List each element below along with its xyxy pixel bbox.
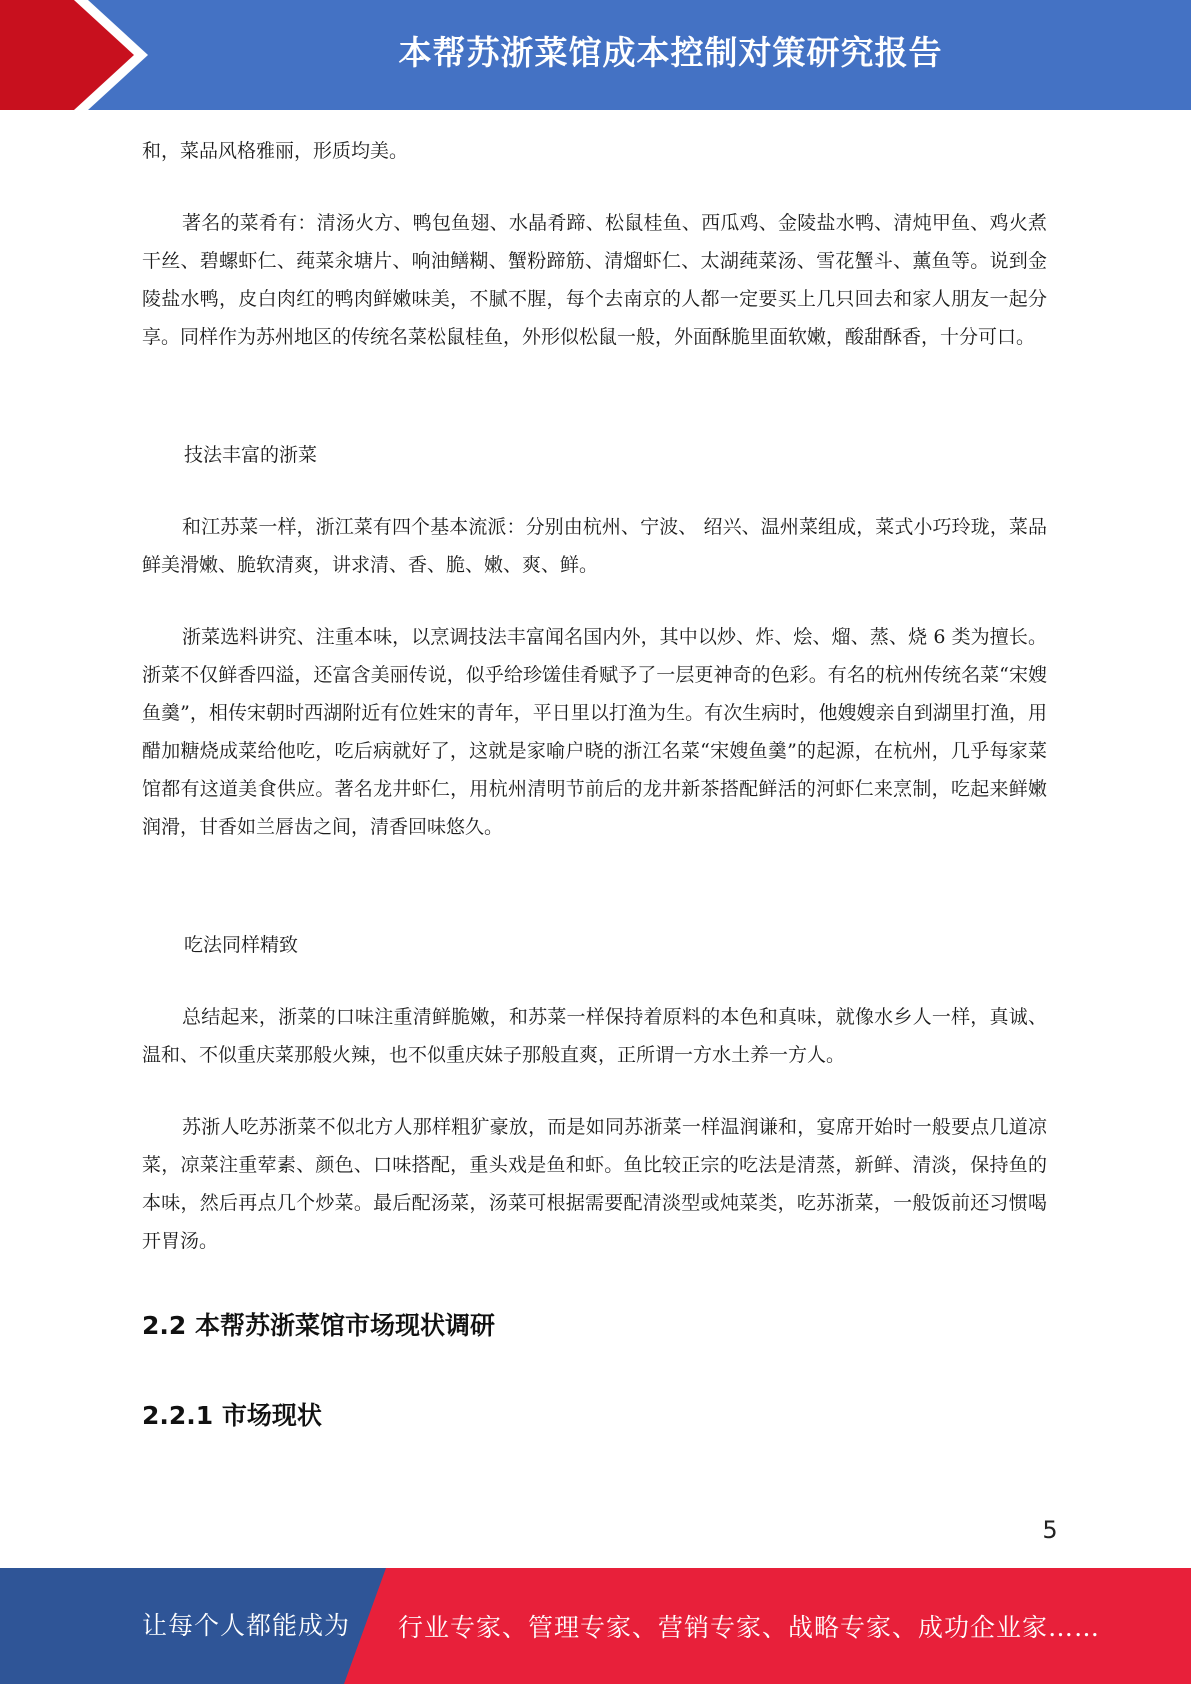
footer-slogan-left: 让每个人都能成为: [142, 1611, 351, 1640]
document-body: [142, 132, 1047, 1436]
paragraph: 浙菜选料讲究、注重本味，以烹调技法丰富闻名国内外，其中以炒、炸、烩、熘、蒸、烧 6 类为擅长。浙菜不仅鲜香四溢，还富含美丽传说，似乎给珍馐佳肴赋予了一层更神奇的色彩。有名的杭州传统名菜“宋嫂鱼羹”，相传宋朝时西湖附近有位姓宋的青年，平日里以打渔为生。有次生病时，他嫂嫂亲自到湖里打渔，用醋加糖烧成菜给他吃，吃后病就好了，这就是家喻户晓的浙江名菜“宋嫂鱼羹”的起源，在杭州，几乎每家菜馆都有这道美食供应。著名龙井虾仁，用杭州清明节前后的龙井新茶搭配鲜活的河虾仁来烹制，吃起来鲜嫩润滑，甘香如兰唇齿之间，清香回味悠久。: [142, 626, 1047, 838]
paragraph: 苏浙人吃苏浙菜不似北方人那样粗犷豪放，而是如同苏浙菜一样温润谦和，宴席开始时一般要点几道凉菜，凉菜注重荤素、颜色、口味搭配，重头戏是鱼和虾。鱼比较正宗的吃法是清蒸，新鲜、清淡，保持鱼的本味，然后再点几个炒菜。最后配汤菜，汤菜可根据需要配清淡型或炖菜类，吃苏浙菜，一般饭前还习惯喝开胃汤。: [142, 1116, 1047, 1252]
header-arrow-decoration: [0, 0, 150, 110]
page-footer: [0, 1568, 1191, 1684]
footer-slogan-right: 行业专家、管理专家、营销专家、战略专家、成功企业家……: [398, 1613, 1101, 1642]
paragraph: 著名的菜肴有：清汤火方、鸭包鱼翅、水晶肴蹄、松鼠桂鱼、西瓜鸡、金陵盐水鸭、清炖甲鱼、鸡火煮干丝、碧螺虾仁、莼菜汆塘片、响油鳝糊、蟹粉蹄筋、清熘虾仁、太湖莼菜汤、雪花蟹斗、薰鱼等。说到金陵盐水鸭，皮白肉红的鸭肉鲜嫩味美，不腻不腥，每个去南京的人都一定要买上几只回去和家人朋友一起分享。同样作为苏州地区的传统名菜松鼠桂鱼，外形似松鼠一般，外面酥脆里面软嫩，酸甜酥香，十分可口。: [142, 212, 1047, 348]
paragraph: 和，菜品风格雅丽，形质均美。: [142, 140, 409, 162]
paragraph: 总结起来，浙菜的口味注重清鲜脆嫩，和苏菜一样保持着原料的本色和真味，就像水乡人一样，真诚、温和、不似重庆菜那般火辣，也不似重庆妹子那般直爽，正所谓一方水土养一方人。: [142, 1006, 1047, 1066]
paragraph: 和江苏菜一样，浙江菜有四个基本流派：分别由杭州、宁波、 绍兴、温州菜组成，菜式小巧玲珑，菜品鲜美滑嫩、脆软清爽，讲求清、香、脆、嫩、爽、鲜。: [142, 516, 1047, 576]
document-title: 本帮苏浙菜馆成本控制对策研究报告: [398, 33, 943, 72]
subheading: 技法丰富的浙菜: [184, 444, 318, 466]
page-header: [0, 0, 1191, 110]
section-heading: 2.2 本帮苏浙菜馆市场现状调研: [142, 1311, 495, 1340]
subheading: 吃法同样精致: [184, 934, 299, 956]
page-number: 5: [1042, 1516, 1058, 1544]
subsection-heading: 2.2.1 市场现状: [142, 1401, 322, 1430]
